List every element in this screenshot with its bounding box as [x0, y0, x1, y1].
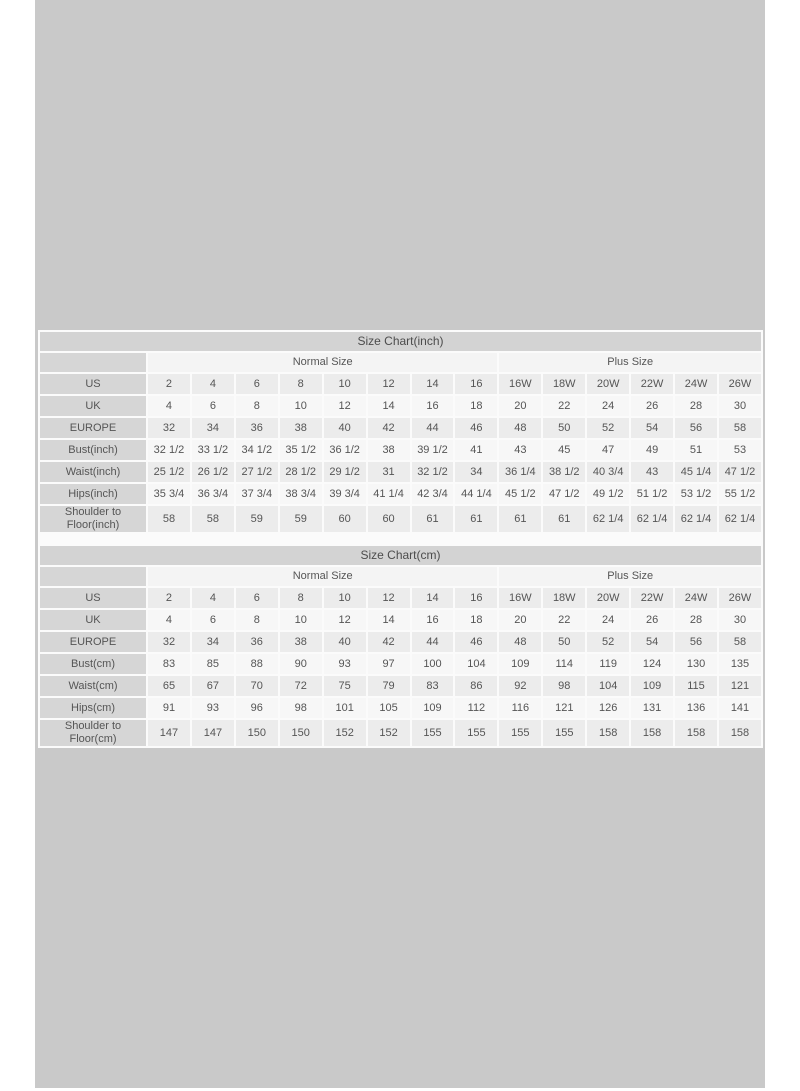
size-value: 131 [631, 698, 673, 718]
size-value: 34 [455, 462, 497, 482]
size-value: 42 [368, 418, 410, 438]
row-label: Hips(inch) [40, 484, 146, 504]
size-value: 93 [324, 654, 366, 674]
size-value: 62 1/4 [631, 506, 673, 532]
size-value: 38 3/4 [280, 484, 322, 504]
size-value: 22W [631, 374, 673, 394]
size-value: 26W [719, 374, 761, 394]
size-value: 53 [719, 440, 761, 460]
size-value: 46 [455, 418, 497, 438]
size-value: 41 [455, 440, 497, 460]
size-value: 22W [631, 588, 673, 608]
size-value: 6 [236, 588, 278, 608]
size-value: 40 [324, 418, 366, 438]
size-value: 27 1/2 [236, 462, 278, 482]
size-value: 62 1/4 [675, 506, 717, 532]
size-value: 22 [543, 610, 585, 630]
size-value: 40 [324, 632, 366, 652]
size-value: 58 [719, 418, 761, 438]
size-value: 147 [192, 720, 234, 746]
size-value: 158 [675, 720, 717, 746]
size-value: 20 [499, 610, 541, 630]
size-value: 116 [499, 698, 541, 718]
size-value: 25 1/2 [148, 462, 190, 482]
size-value: 109 [412, 698, 454, 718]
size-value: 38 [280, 418, 322, 438]
size-value: 50 [543, 418, 585, 438]
size-value: 18 [455, 610, 497, 630]
size-value: 150 [280, 720, 322, 746]
size-value: 150 [236, 720, 278, 746]
size-value: 104 [455, 654, 497, 674]
size-value: 65 [148, 676, 190, 696]
size-value: 28 [675, 610, 717, 630]
size-value: 54 [631, 418, 673, 438]
size-value: 20 [499, 396, 541, 416]
size-value: 28 1/2 [280, 462, 322, 482]
size-value: 8 [280, 588, 322, 608]
size-value: 91 [148, 698, 190, 718]
table-row [40, 440, 761, 460]
size-value: 92 [499, 676, 541, 696]
row-label: Shoulder to Floor(inch) [40, 506, 146, 532]
chart-title: Size Chart(inch) [40, 332, 761, 351]
size-value: 36 1/2 [324, 440, 366, 460]
size-value: 49 1/2 [587, 484, 629, 504]
size-value: 62 1/4 [719, 506, 761, 532]
size-value: 26 [631, 610, 673, 630]
table-row [40, 418, 761, 438]
size-value: 147 [148, 720, 190, 746]
corner-cell [40, 353, 146, 372]
size-value: 119 [587, 654, 629, 674]
size-value: 38 [368, 440, 410, 460]
size-chart-inch-mount [38, 330, 763, 534]
table-row [40, 720, 761, 746]
size-value: 43 [499, 440, 541, 460]
size-value: 90 [280, 654, 322, 674]
size-value: 155 [499, 720, 541, 746]
row-label: UK [40, 396, 146, 416]
size-value: 38 1/2 [543, 462, 585, 482]
size-value: 8 [280, 374, 322, 394]
size-value: 26 [631, 396, 673, 416]
size-value: 34 1/2 [236, 440, 278, 460]
chart-title: Size Chart(cm) [40, 546, 761, 565]
size-value: 55 1/2 [719, 484, 761, 504]
size-value: 4 [192, 374, 234, 394]
size-value: 109 [499, 654, 541, 674]
size-value: 35 1/2 [280, 440, 322, 460]
row-label: US [40, 374, 146, 394]
size-value: 12 [324, 610, 366, 630]
size-value: 93 [192, 698, 234, 718]
size-value: 60 [368, 506, 410, 532]
size-value: 32 [148, 418, 190, 438]
row-label: UK [40, 610, 146, 630]
size-value: 130 [675, 654, 717, 674]
table-row [40, 462, 761, 482]
size-value: 158 [719, 720, 761, 746]
size-value: 8 [236, 396, 278, 416]
size-value: 152 [324, 720, 366, 746]
size-value: 52 [587, 418, 629, 438]
size-value: 2 [148, 588, 190, 608]
size-value: 105 [368, 698, 410, 718]
size-value: 36 [236, 632, 278, 652]
size-value: 20W [587, 374, 629, 394]
size-value: 33 1/2 [192, 440, 234, 460]
size-value: 47 1/2 [543, 484, 585, 504]
size-value: 47 [587, 440, 629, 460]
size-value: 75 [324, 676, 366, 696]
size-value: 6 [192, 610, 234, 630]
size-value: 16W [499, 588, 541, 608]
row-label: Waist(inch) [40, 462, 146, 482]
size-value: 12 [368, 588, 410, 608]
size-value: 32 1/2 [412, 462, 454, 482]
size-value: 58 [192, 506, 234, 532]
size-value: 6 [192, 396, 234, 416]
size-value: 50 [543, 632, 585, 652]
group-header: Normal Size [148, 567, 497, 586]
size-value: 59 [280, 506, 322, 532]
size-value: 141 [719, 698, 761, 718]
group-header: Plus Size [499, 353, 761, 372]
size-value: 155 [455, 720, 497, 746]
size-value: 34 [192, 632, 234, 652]
size-value: 32 1/2 [148, 440, 190, 460]
size-value: 45 [543, 440, 585, 460]
size-value: 56 [675, 418, 717, 438]
size-value: 24 [587, 396, 629, 416]
size-value: 16 [412, 396, 454, 416]
row-label: Bust(cm) [40, 654, 146, 674]
size-value: 29 1/2 [324, 462, 366, 482]
size-value: 60 [324, 506, 366, 532]
size-value: 54 [631, 632, 673, 652]
size-value: 32 [148, 632, 190, 652]
size-value: 101 [324, 698, 366, 718]
size-value: 126 [587, 698, 629, 718]
table-row [40, 396, 761, 416]
size-value: 49 [631, 440, 673, 460]
size-value: 37 3/4 [236, 484, 278, 504]
size-value: 88 [236, 654, 278, 674]
size-value: 44 [412, 632, 454, 652]
size-value: 14 [412, 588, 454, 608]
size-value: 45 1/2 [499, 484, 541, 504]
size-value: 51 1/2 [631, 484, 673, 504]
size-value: 31 [368, 462, 410, 482]
size-value: 10 [280, 396, 322, 416]
size-value: 18W [543, 374, 585, 394]
size-value: 26W [719, 588, 761, 608]
size-value: 40 3/4 [587, 462, 629, 482]
size-value: 121 [719, 676, 761, 696]
size-value: 10 [324, 374, 366, 394]
size-value: 26 1/2 [192, 462, 234, 482]
size-value: 48 [499, 632, 541, 652]
size-value: 52 [587, 632, 629, 652]
size-value: 34 [192, 418, 234, 438]
size-value: 16W [499, 374, 541, 394]
size-value: 24W [675, 374, 717, 394]
size-value: 83 [412, 676, 454, 696]
size-value: 97 [368, 654, 410, 674]
size-value: 16 [455, 374, 497, 394]
size-value: 83 [148, 654, 190, 674]
size-chart-panel [38, 330, 763, 748]
table-row [40, 698, 761, 718]
size-value: 62 1/4 [587, 506, 629, 532]
size-value: 124 [631, 654, 673, 674]
size-value: 12 [368, 374, 410, 394]
table-row [40, 610, 761, 630]
size-value: 20W [587, 588, 629, 608]
size-value: 41 1/4 [368, 484, 410, 504]
size-value: 61 [499, 506, 541, 532]
size-chart-cm-table [38, 544, 763, 748]
table-row [40, 676, 761, 696]
size-value: 18W [543, 588, 585, 608]
size-value: 14 [368, 396, 410, 416]
size-value: 6 [236, 374, 278, 394]
size-value: 115 [675, 676, 717, 696]
size-value: 121 [543, 698, 585, 718]
gray-image-canvas [35, 0, 765, 1088]
size-value: 155 [543, 720, 585, 746]
size-value: 42 3/4 [412, 484, 454, 504]
size-value: 136 [675, 698, 717, 718]
size-value: 36 1/4 [499, 462, 541, 482]
size-value: 2 [148, 374, 190, 394]
size-value: 36 [236, 418, 278, 438]
row-label: Bust(inch) [40, 440, 146, 460]
size-value: 28 [675, 396, 717, 416]
size-value: 47 1/2 [719, 462, 761, 482]
size-value: 16 [412, 610, 454, 630]
size-value: 158 [587, 720, 629, 746]
size-value: 72 [280, 676, 322, 696]
size-value: 70 [236, 676, 278, 696]
size-value: 42 [368, 632, 410, 652]
size-value: 30 [719, 610, 761, 630]
size-value: 4 [148, 610, 190, 630]
size-value: 30 [719, 396, 761, 416]
size-value: 16 [455, 588, 497, 608]
size-value: 24 [587, 610, 629, 630]
row-label: EUROPE [40, 418, 146, 438]
size-value: 39 1/2 [412, 440, 454, 460]
size-value: 86 [455, 676, 497, 696]
size-value: 56 [675, 632, 717, 652]
size-value: 14 [368, 610, 410, 630]
size-value: 4 [148, 396, 190, 416]
row-label: Hips(cm) [40, 698, 146, 718]
size-value: 14 [412, 374, 454, 394]
size-value: 155 [412, 720, 454, 746]
size-value: 85 [192, 654, 234, 674]
table-row [40, 506, 761, 532]
size-value: 158 [631, 720, 673, 746]
size-value: 44 [412, 418, 454, 438]
size-value: 58 [148, 506, 190, 532]
size-value: 135 [719, 654, 761, 674]
size-value: 22 [543, 396, 585, 416]
size-value: 18 [455, 396, 497, 416]
size-value: 61 [412, 506, 454, 532]
size-value: 61 [455, 506, 497, 532]
size-value: 109 [631, 676, 673, 696]
size-value: 4 [192, 588, 234, 608]
size-value: 10 [280, 610, 322, 630]
size-value: 12 [324, 396, 366, 416]
size-value: 10 [324, 588, 366, 608]
size-value: 44 1/4 [455, 484, 497, 504]
size-value: 96 [236, 698, 278, 718]
size-value: 8 [236, 610, 278, 630]
size-value: 51 [675, 440, 717, 460]
size-value: 46 [455, 632, 497, 652]
size-value: 24W [675, 588, 717, 608]
size-chart-cm-mount [38, 544, 763, 748]
size-chart-inch-table [38, 330, 763, 534]
corner-cell [40, 567, 146, 586]
size-value: 35 3/4 [148, 484, 190, 504]
size-value: 59 [236, 506, 278, 532]
table-row [40, 632, 761, 652]
size-value: 45 1/4 [675, 462, 717, 482]
row-label: EUROPE [40, 632, 146, 652]
size-value: 43 [631, 462, 673, 482]
size-value: 98 [280, 698, 322, 718]
size-value: 58 [719, 632, 761, 652]
row-label: Shoulder to Floor(cm) [40, 720, 146, 746]
size-value: 48 [499, 418, 541, 438]
size-value: 36 3/4 [192, 484, 234, 504]
size-value: 39 3/4 [324, 484, 366, 504]
row-label: Waist(cm) [40, 676, 146, 696]
size-value: 114 [543, 654, 585, 674]
size-value: 38 [280, 632, 322, 652]
size-value: 53 1/2 [675, 484, 717, 504]
table-row [40, 654, 761, 674]
size-value: 104 [587, 676, 629, 696]
group-header: Plus Size [499, 567, 761, 586]
group-header: Normal Size [148, 353, 497, 372]
table-row [40, 588, 761, 608]
size-value: 100 [412, 654, 454, 674]
row-label: US [40, 588, 146, 608]
size-value: 67 [192, 676, 234, 696]
size-value: 98 [543, 676, 585, 696]
table-row [40, 374, 761, 394]
size-value: 112 [455, 698, 497, 718]
size-value: 152 [368, 720, 410, 746]
size-value: 79 [368, 676, 410, 696]
table-row [40, 484, 761, 504]
size-value: 61 [543, 506, 585, 532]
